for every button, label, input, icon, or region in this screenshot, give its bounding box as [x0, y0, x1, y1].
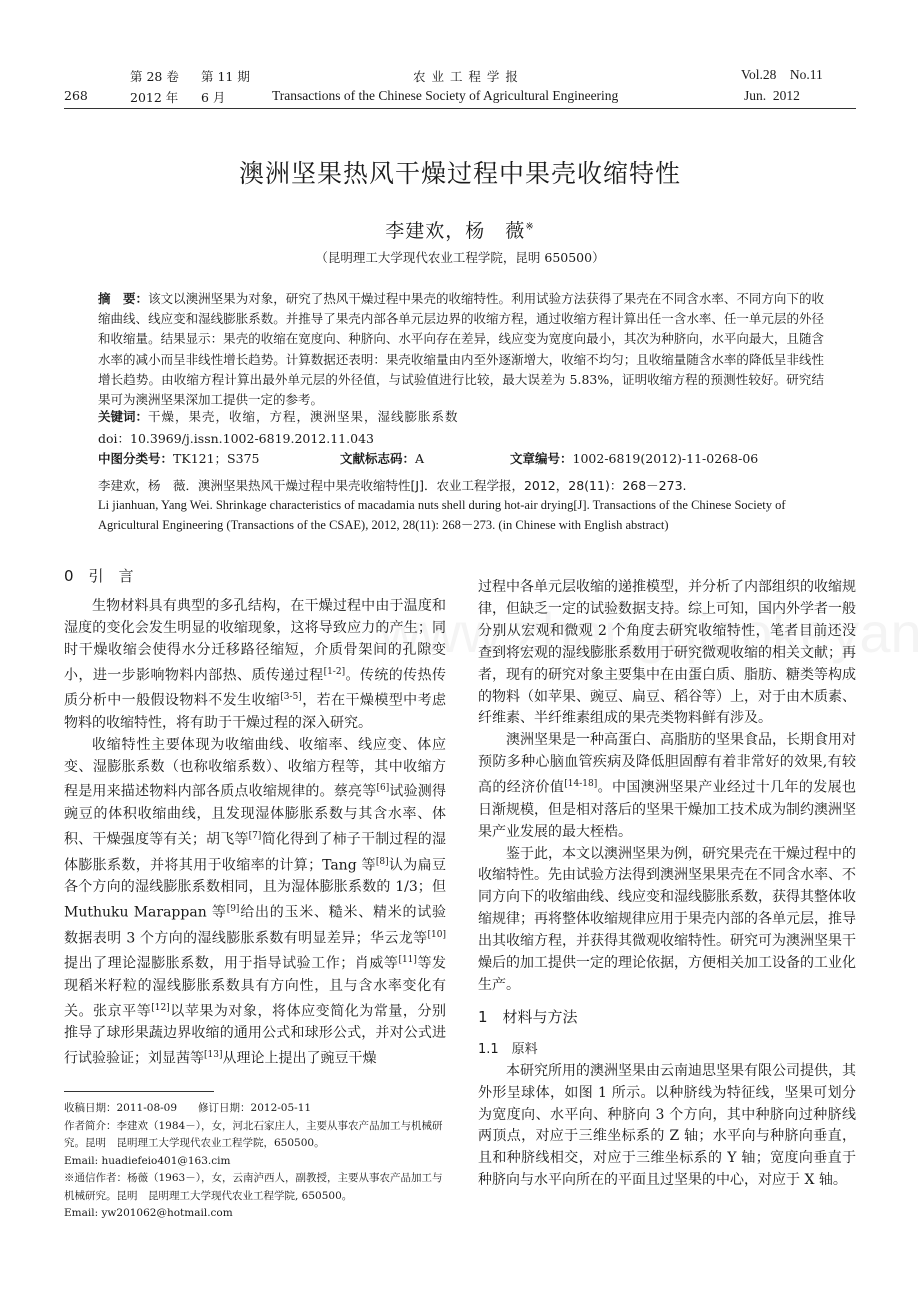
materials-paragraph: 本研究所用的澳洲坚果由云南迪思坚果有限公司提供，其外形呈球体，如图 1 所示。以种脐线为特征线，坚果可划分为宽度向、水平向、种脐向 3 个方向，其中种脐向过种脐线两顶点，对应于三维坐标系的 Z 轴；水平向与种脐向垂直，且和种脐线相交，对应于三维坐标系的 Y 轴；宽度向垂直于种脐向与水平向所在的平面且过坚果的中心，对应于 X 轴。 — [478, 1062, 856, 1189]
header-rule — [64, 108, 856, 109]
footnote-email1: Email: huadiefeio401@163.cim — [64, 1154, 231, 1167]
journal-name-en: Transactions of the Chinese Society of Agricultural Engineering — [272, 88, 619, 103]
text-run: 澳洲坚果是一种高蛋白、高脂肪的坚果食品，长期食用对预防多种心脑血管疾病及降低胆固醇有着非常好的效果,有较高的经济价值 — [478, 732, 856, 796]
intro-paragraph-1 — [64, 596, 446, 735]
footnote-author2: ※通信作者：杨薇（1963－），女，云南泸西人，副教授，主要从事农产品加工与机械研究。昆明 昆明理工大学现代农业工程学院, 650500。 — [64, 1172, 443, 1202]
text-run: 简化得到了柿子干制过程的湿体膨胀系数，并将其用于收缩率的计算；Tang 等 — [64, 831, 446, 874]
footnote-email2: Email: yw201062@hotmail.com — [64, 1207, 233, 1219]
left-column — [64, 560, 446, 1071]
vol-no-en: Vol.28 No.11 — [741, 67, 823, 82]
author-names: 李建欢，杨 薇 — [385, 220, 526, 242]
text-run: 收缩特性主要体现为收缩曲线、收缩率、线应变、体应变、湿膨胀系数（也称收缩系数）、收缩方程等，其中收缩方程是用来描述物料内部各质点收缩规律的。蔡亮等 — [64, 736, 446, 801]
paper-title: 澳洲坚果热风干燥过程中果壳收缩特性 — [238, 159, 681, 188]
clc-label: 中图分类号： — [98, 451, 174, 466]
footnote-dates: 收稿日期：2011-08-09 修订日期：2012-05-11 — [64, 1102, 312, 1114]
issue: 第 11 期 — [201, 69, 250, 84]
text-run: 以苹果为对象，将体应变简化为常量，分别推导了球形果蔬边界收缩的通用公式和球形公式，并对公式进行试验验证；刘显茜等 — [64, 1003, 447, 1067]
section-heading-intro: 0 引 言 — [64, 567, 134, 585]
citation-ref: [13] — [204, 1050, 223, 1061]
footnote-rule — [64, 1091, 214, 1092]
month: 6 月 — [201, 90, 226, 105]
authors — [0, 216, 920, 243]
year: 2012 年 — [130, 90, 179, 105]
affiliation: （昆明理工大学现代农业工程学院，昆明 650500） — [315, 250, 605, 265]
article-number-label: 文章编号： — [510, 451, 573, 466]
intro-paragraph-2-continued: 过程中各单元层收缩的递推模型，并分析了内部组织的收缩规律，但缺乏一定的试验数据支持。综上可知，国内外学者一般分别从宏观和微观 2 个角度去研究收缩特性，笔者目前还没查到将宏观的湿线膨胀系数用于研究微观收缩的相关文献；再者，现有的研究对象主要集中在由蛋白质、脂肪、糖类等构成的物料（如苹果、豌豆、扁豆、稻谷等）上，对于由木质素、纤维素、半纤维素组成的果壳类物料鲜有涉及。 — [478, 579, 856, 727]
footnotes — [64, 1100, 446, 1223]
text-run: 。中国澳洲坚果产业经过十几年的发展也日渐规模，但是相对落后的坚果干燥加工技术成为制约澳洲坚果产业发展的最大桎梏。 — [478, 779, 857, 840]
clc-number — [98, 449, 259, 467]
footnote-author1: 作者简介：李建欢（1984－），女，河北石家庄人，主要从事农产品加工与机械研究。昆明 昆明理工大学现代农业工程学院，650500。 — [64, 1119, 443, 1149]
citation-chinese: 李建欢，杨 薇．澳洲坚果热风干燥过程中果壳收缩特性[J]．农业工程学报，2012，28(11)：268－273. — [98, 478, 687, 493]
article-number — [510, 449, 758, 467]
citation-ref: [7] — [248, 830, 262, 841]
date-en: Jun. 2012 — [744, 88, 800, 103]
citation-ref: [10] — [427, 929, 446, 940]
text-run: 等发现稻米籽粒的湿线膨胀系数具有方向性，且与含水率变化有关。张京平等 — [64, 955, 447, 1020]
subsection-heading-materials: 1.1 原料 — [478, 1041, 538, 1057]
intro-paragraph-2 — [64, 735, 446, 1071]
text-run: 认为扁豆各个方向的湿线膨胀系数相同，且为湿体膨胀系数的 1/3；但 Muthuku Marappan 等 — [64, 857, 447, 921]
citation-ref: [1-2] — [323, 666, 346, 677]
keywords — [98, 407, 459, 425]
doc-code-value: A — [415, 451, 425, 466]
doc-code — [340, 449, 424, 467]
right-column — [478, 577, 856, 1192]
citation-ref: [9] — [226, 903, 240, 914]
citation-ref: [3-5] — [280, 692, 302, 703]
citation-english: Li jianhuan, Yang Wei. Shrinkage characteristics of macadamia nuts shell during hot-air drying[J]. Transactions of the Chinese Society of Agricultural Engineering (Transactions of the CSAE), 2012, 28(11): 268－273. (in Chinese with English abstract) — [98, 498, 786, 532]
clc-value: TK121；S375 — [173, 451, 260, 466]
article-number-value: 1002-6819(2012)-11-0268-06 — [572, 451, 759, 466]
text-run: 生物材料具有典型的多孔结构，在干燥过程中由于温度和湿度的变化会发生明显的收缩现象，这将导致应力的产生；同时干燥收缩会使得水分迁移路径缩短，介质骨架间的孔隙变小，进一步影响物料内部热、质传递过程 — [64, 597, 446, 684]
text-run: 提出了理论湿膨胀系数，用于指导试验工作；肖威等 — [64, 955, 399, 972]
doi: doi：10.3969/j.issn.1002-6819.2012.11.043 — [98, 431, 374, 446]
keywords-label: 关键词： — [98, 409, 149, 424]
text-run: 试验测得豌豆的体积收缩曲线，且发现湿体膨胀系数与其含水率、体积、干燥强度等有关；胡飞等 — [64, 784, 447, 848]
citation-ref: [6] — [376, 783, 390, 794]
abstract-text: 该文以澳洲坚果为对象，研究了热风干燥过程中果壳的收缩特性。利用试验方法获得了果壳在不同含水率、不同方向下的收缩曲线、线应变和湿线膨胀系数。并推导了果壳内部各单元层边界的收缩方程，通过收缩方程计算出任一含水率、任一单元层的外径和收缩量。结果显示：果壳的收缩在宽度向、种脐向、水平向存在差异，线应变为宽度向最小，其次为种脐向，水平向最大，且随含水率的减小而呈非线性增长趋势。计算数据还表明：果壳收缩量由内至外逐渐增大，收缩不均匀；且收缩量随含水率的降低呈非线性增长趋势。由收缩方程计算出最外单元层的外径值，与试验值进行比较，最大误差为 5.83%，证明收缩方程的预测性较好。研究结果可为澳洲坚果深加工提供一定的参考。 — [98, 291, 824, 408]
intro-paragraph-4: 鉴于此，本文以澳洲坚果为例，研究果壳在干燥过程中的收缩特性。先由试验方法得到澳洲坚果果壳在不同含水率、不同方向下的收缩曲线、线应变和湿线膨胀系数，获得其整体收缩规律；再将整体收缩规律应用于果壳内部的各单元层，推导出其收缩方程，并获得其微观收缩特性。研究可为澳洲坚果干燥后的加工提供一定的理论依据，方便相关加工设备的工业化生产。 — [478, 845, 856, 993]
abstract — [98, 289, 824, 410]
volume: 第 28 卷 — [130, 69, 179, 84]
journal-name-cn: 农 业 工 程 学 报 — [413, 69, 519, 84]
citation-ref: [8] — [375, 856, 389, 867]
section-heading-methods: 1 材料与方法 — [478, 1007, 578, 1026]
corresponding-mark: ※ — [525, 221, 535, 233]
keywords-text: 干燥，果壳，收缩，方程，澳洲坚果，湿线膨胀系数 — [148, 409, 459, 424]
citation-ref: [11] — [398, 955, 417, 966]
text-run: ，若在干燥模型中考虑物料的收缩特性，将有助于干燥过程的深入研究。 — [64, 692, 447, 731]
text-run: 从理论上提出了豌豆干燥 — [222, 1050, 377, 1067]
text-run: 给出的玉米、糙米、精米的试验数据表明 3 个方向的湿线膨胀系数有明显差异；华云龙等 — [64, 904, 447, 947]
citation-ref: [12] — [151, 1002, 170, 1013]
page-number: 268 — [64, 88, 88, 103]
citation-ref: [14-18] — [564, 779, 598, 790]
intro-paragraph-3 — [478, 730, 856, 843]
text-run: 。传统的传热传质分析中一般假设物料不发生收缩 — [64, 667, 447, 709]
doc-code-label: 文献标志码： — [340, 451, 416, 466]
abstract-label: 摘 要： — [98, 291, 149, 306]
